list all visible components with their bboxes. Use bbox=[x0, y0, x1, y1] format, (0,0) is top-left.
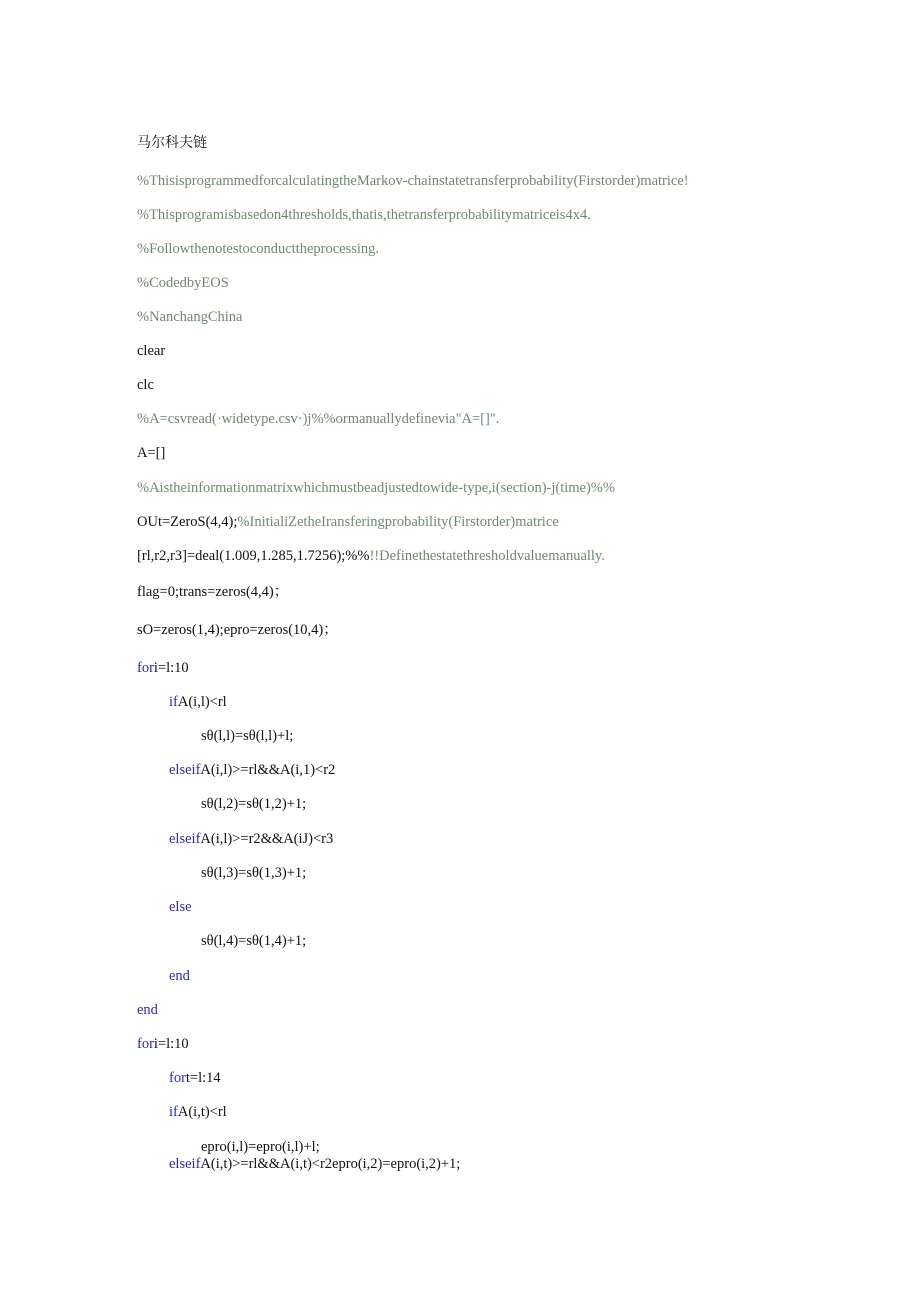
code-out-line bbox=[137, 513, 559, 531]
code-out-code: OUt=ZeroS(4,4); bbox=[137, 514, 238, 530]
code-for-range: i=l:10 bbox=[153, 1036, 189, 1052]
code-deal-code: [rl,r2,r3]=deal(1.009,1.285,1.7256);%% bbox=[137, 548, 370, 564]
comment-line-3: %Followthenotestoconducttheprocessing. bbox=[137, 241, 380, 257]
comment-line-4: %CodedbyEOS bbox=[137, 275, 229, 291]
keyword-elseif: elseif bbox=[169, 1156, 201, 1172]
code-elseif-cond: A(i,l)>=rl&&A(i,1)<r2 bbox=[200, 762, 336, 778]
keyword-for: for bbox=[137, 660, 154, 676]
code-if-cond: A(i,l)<rl bbox=[177, 694, 227, 710]
code-epro-assign-1: epro(i,l)=epro(i,l)+l; bbox=[201, 1139, 320, 1155]
code-if-1 bbox=[169, 693, 227, 711]
comment-line-2: %Thisprogramisbasedon4thresholds,thatis,thetransferprobabilitymatriceis4x4. bbox=[137, 207, 591, 223]
code-for-loop-2 bbox=[137, 1035, 189, 1053]
code-s-assign-3: sθ(l,3)=sθ(1,3)+1; bbox=[201, 865, 307, 881]
keyword-if: if bbox=[169, 694, 178, 710]
code-s-assign-1: sθ(l,l)=sθ(l,l)+l; bbox=[201, 728, 294, 744]
doc-title: 马尔科夫链 bbox=[137, 135, 207, 151]
code-clc: clc bbox=[137, 377, 154, 393]
comment-line-1: %ThisisprogrammedforcalculatingtheMarkov-chainstatetransferprobability(Firstorder)matrice! bbox=[137, 173, 689, 189]
code-for-loop-1 bbox=[137, 659, 189, 677]
comment-line-5: %NanchangChina bbox=[137, 309, 243, 325]
code-clear: clear bbox=[137, 343, 166, 359]
code-elseif-cond: A(i,t)>=rl&&A(i,t)<r2epro(i,2)=epro(i,2)+1; bbox=[200, 1156, 461, 1172]
code-elseif-3 bbox=[169, 1155, 460, 1173]
code-s0-line: sO=zeros(1,4);epro=zeros(10,4)； bbox=[137, 622, 338, 638]
code-flag-line: flag=0;trans=zeros(4,4)； bbox=[137, 584, 289, 600]
keyword-for: for bbox=[169, 1070, 186, 1086]
code-for-t-loop bbox=[169, 1069, 221, 1087]
keyword-end-inner: end bbox=[169, 968, 190, 984]
code-if-cond: A(i,t)<rl bbox=[177, 1104, 227, 1120]
code-deal-comment: !!Definethestatethresholdvaluemanually. bbox=[369, 548, 605, 564]
keyword-else: else bbox=[169, 899, 192, 915]
code-a-comment: %Aistheinformationmatrixwhichmustbeadjustedtowide-type,i(section)-j(time)%% bbox=[137, 480, 615, 496]
code-elseif-cond: A(i,l)>=r2&&A(iJ)<r3 bbox=[200, 831, 334, 847]
keyword-end-outer: end bbox=[137, 1002, 158, 1018]
code-a-assign: A=[] bbox=[137, 445, 166, 461]
code-elseif-2 bbox=[169, 830, 333, 848]
keyword-elseif: elseif bbox=[169, 831, 201, 847]
code-csvread-comment: %A=csvread(·widetype.csv·)j%%ormanuallydefinevia"A=[]". bbox=[137, 411, 500, 427]
keyword-for: for bbox=[137, 1036, 154, 1052]
code-for-range: i=l:10 bbox=[153, 660, 189, 676]
keyword-elseif: elseif bbox=[169, 762, 201, 778]
code-s-assign-2: sθ(l,2)=sθ(1,2)+1; bbox=[201, 796, 307, 812]
code-for-range: t=l:14 bbox=[185, 1070, 221, 1086]
code-if-2 bbox=[169, 1103, 227, 1121]
code-s-assign-4: sθ(l,4)=sθ(1,4)+1; bbox=[201, 933, 307, 949]
code-elseif-1 bbox=[169, 761, 335, 779]
code-deal-line bbox=[137, 547, 605, 565]
keyword-if: if bbox=[169, 1104, 178, 1120]
code-out-comment: %InitialiZetheIransferingprobability(Firstorder)matrice bbox=[237, 514, 559, 530]
